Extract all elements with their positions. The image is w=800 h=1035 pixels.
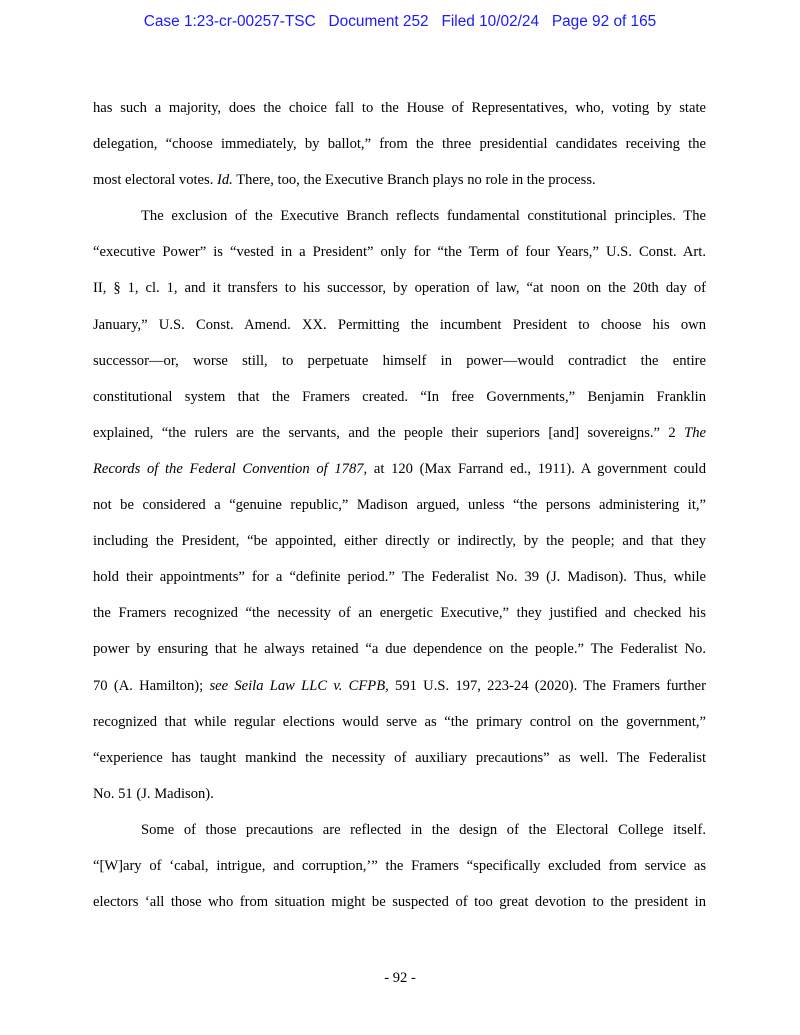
text-line: II, § 1, cl. 1, and it transfers to his successor, by operation of law, “at noon on the 20th day of (93, 280, 706, 297)
text-line: 70 (A. Hamilton); see Seila Law LLC v. CFPB, 591 U.S. 197, 223-24 (2020). The Framers further (93, 677, 706, 694)
text-line: Records of the Federal Convention of 1787, at 120 (Max Farrand ed., 1911). A government could (93, 460, 706, 477)
paragraph-start-line: The exclusion of the Executive Branch reflects fundamental constitutional principles. The (141, 208, 706, 225)
text-line: “experience has taught mankind the necessity of auxiliary precautions” as well. The Federalist (93, 749, 706, 766)
page-info: Page 92 of 165 (551, 13, 657, 30)
text-line: not be considered a “genuine republic,” Madison argued, unless “the persons administering it,” (93, 497, 706, 514)
text-line: No. 51 (J. Madison). (93, 785, 214, 802)
italic-citation: see Seila Law LLC v. CFPB (209, 677, 386, 694)
case-header (0, 13, 800, 31)
italic-citation: Records of the Federal Convention of 1787 (93, 460, 364, 477)
text-line: “[W]ary of ‘cabal, intrigue, and corruption,’” the Framers “specifically excluded from service as (93, 857, 706, 874)
text-line: recognized that while regular elections would serve as “the primary control on the government,” (93, 713, 706, 730)
case-number: Case 1:23-cr-00257-TSC (143, 13, 316, 30)
text-line: most electoral votes. Id. There, too, the Executive Branch plays no role in the process. (93, 172, 596, 189)
text-line: electors ‘all those who from situation might be suspected of too great devotion to the president in (93, 894, 706, 911)
text-line: the Framers recognized “the necessity of an energetic Executive,” they justified and checked his (93, 605, 706, 622)
document-number: Document 252 (328, 13, 429, 30)
text-line: January,” U.S. Const. Amend. XX. Permitting the incumbent President to choose his own (93, 316, 706, 333)
text-line: successor—or, worse still, to perpetuate himself in power—would contradict the entire (93, 352, 706, 369)
italic-citation: The (684, 424, 706, 441)
paragraph-start-line: Some of those precautions are reflected in the design of the Electoral College itself. (141, 821, 706, 838)
text-line: including the President, “be appointed, either directly or indirectly, by the people; and that they (93, 533, 706, 550)
text-line: hold their appointments” for a “definite period.” The Federalist No. 39 (J. Madison). Thus, while (93, 569, 706, 586)
text-line: power by ensuring that he always retained “a due dependence on the people.” The Federalist No. (93, 641, 706, 658)
filed-date: Filed 10/02/24 (441, 13, 539, 30)
text-line: explained, “the rulers are the servants, and the people their superiors [and] sovereigns.” 2 The (93, 424, 706, 441)
page-number: - 92 - (384, 970, 416, 986)
text-line: delegation, “choose immediately, by ballot,” from the three presidential candidates receiving the (93, 136, 706, 153)
text-line: has such a majority, does the choice fall to the House of Representatives, who, voting by state (93, 100, 706, 116)
text-line: “executive Power” is “vested in a President” only for “the Term of four Years,” U.S. Const. Art. (93, 244, 706, 261)
document-body (93, 90, 706, 920)
italic-citation: Id. (217, 172, 233, 189)
text-line: constitutional system that the Framers created. “In free Governments,” Benjamin Franklin (93, 388, 706, 405)
